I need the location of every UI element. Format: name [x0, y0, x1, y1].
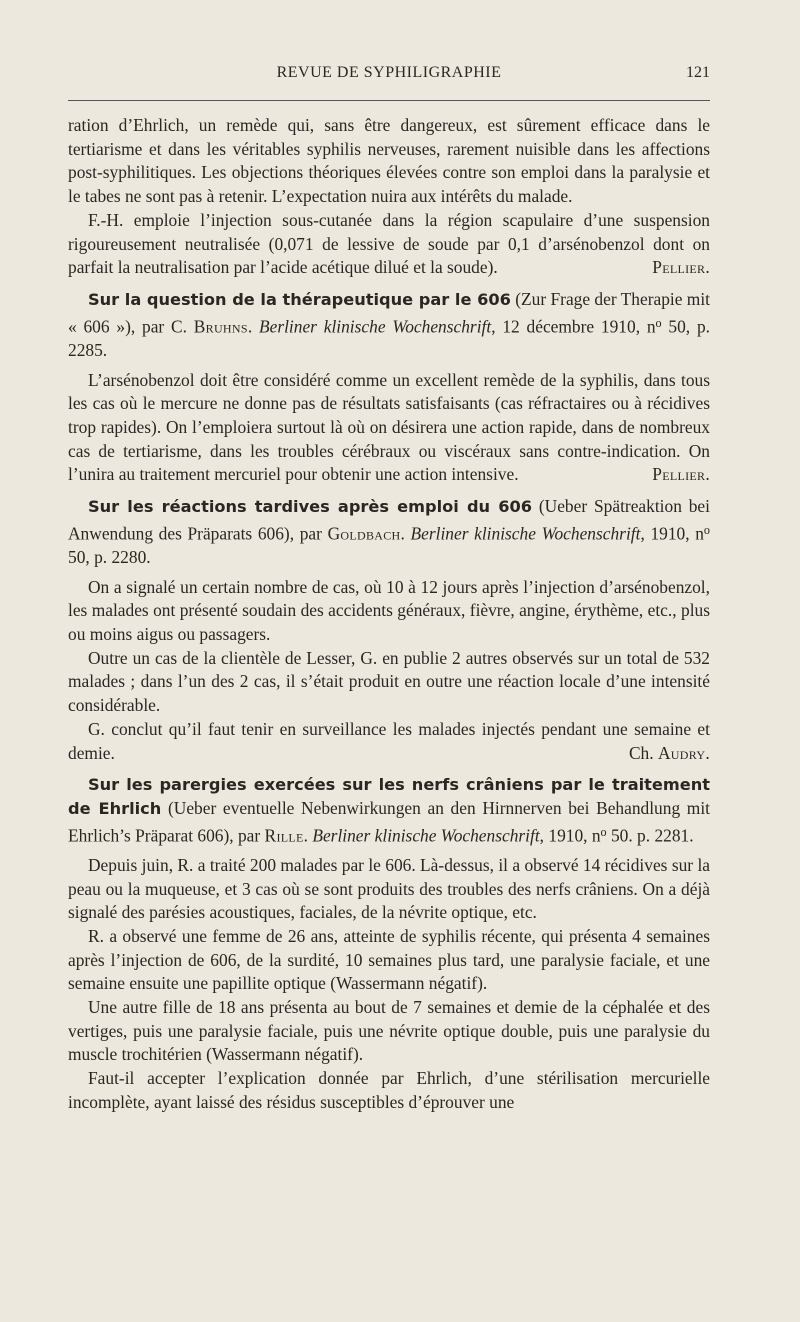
paragraph-text: Une autre fille de 18 ans présenta au bout de 7 semaines et demie de la céphalée et des vertiges, puis une paralysie faciale, puis une névrite optique double, puis une paralysie du muscle trochitérien (Wassermann négatif).: [68, 997, 710, 1065]
header-rule: [68, 100, 710, 101]
running-header: [68, 62, 710, 86]
paragraph: [68, 718, 710, 765]
reference-text: 50. p. 2281.: [606, 825, 694, 846]
reference-text: (Ueber Spätreaktion bei Anwendung des Präparats 606), par: [68, 496, 710, 544]
superscript: o: [655, 315, 662, 330]
paragraph: [68, 1067, 710, 1114]
article-heading: [68, 495, 710, 570]
paragraph: [68, 996, 710, 1067]
journal-name: Berliner klinische Wochenschrift: [410, 523, 641, 544]
reference-text: (Ueber eventuelle Nebenwirkungen an den Hirnnerven bei Behandlung mit Ehrlich’s Präparat 606), par: [68, 797, 710, 846]
article-title: Sur la question de la thérapeutique par le 606: [88, 289, 511, 309]
paragraph: [68, 114, 710, 209]
paragraph: [68, 647, 710, 718]
author-name: Bruhns: [193, 316, 248, 337]
article-title: Sur les parergies exercées sur les nerfs crâniens par le traitement de Ehrlich: [68, 775, 710, 818]
reference-text: , 1910, n: [640, 523, 704, 544]
reference-text: .: [303, 825, 313, 846]
paragraph: [68, 854, 710, 925]
paragraph-text: Outre un cas de la clientèle de Lesser, G. en publie 2 autres observés sur un total de 532 malades ; dans l’un des 2 cas, il s’était produit en outre une réaction locale d’une intensité considérable.: [68, 647, 710, 716]
reference-text: (Zur Frage der Therapie mit « 606 »), par C.: [68, 288, 711, 337]
paragraph-text: R. a observé une femme de 26 ans, atteinte de syphilis récente, qui présenta 4 semaines après l’injection de 606, de la surdité, 10 semaines plus tard, une paralysie faciale, et une semaine ensuite une papillite optique (Wassermann négatif).: [68, 925, 710, 994]
paragraph: [68, 576, 710, 647]
reference-text: .: [400, 523, 411, 544]
page-number: 121: [686, 64, 710, 81]
signature-name: Audry.: [657, 742, 710, 763]
reference-text: 50, p. 2280.: [68, 546, 151, 567]
paragraph-text: L’arsénobenzol doit être considéré comme un excellent remède de la syphilis, dans tous les cas où le mercure ne donne pas de résultats satisfaisants (cas réfractaires ou à récidives trop rapides). On l’emploiera surtout là où on désirera une action rapide, dans de nombreux cas de tertiarisme, dans les troubles cérébraux ou viscéraux sans contre-indication. On l’unira au traitement mercuriel pour obtenir une action intensive.: [68, 369, 710, 485]
signature: Pellier.: [652, 464, 710, 485]
paragraph-text: Faut-il accepter l’explication donnée par Ehrlich, d’une stérilisation mercurielle incomplète, ayant laissé des résidus susceptibles d’éprouver une: [68, 1068, 710, 1112]
author-name: Goldbach: [327, 523, 401, 544]
paragraph: [68, 925, 710, 996]
article-heading: [68, 773, 710, 848]
superscript: o: [703, 522, 710, 537]
paragraph-text: F.-H. emploie l’injection sous-cutanée dans la région scapulaire d’une suspension rigoureusement neutralisée (0,071 de lessive de soude par 0,1 d’arsénobenzol dont on parfait la neutralisation par l’acide acétique dilué et la soude).: [68, 209, 710, 278]
reference-text: 50, p. 2285.: [68, 316, 710, 360]
paragraph-text: ration d’Ehrlich, un remède qui, sans être dangereux, est sûrement efficace dans le tertiarisme et dans les véritables syphilis nerveuses, rarement nuisible dans les affections post-syphilitiques. Les objections théoriques élevées contre son emploi dans la paralysie et le tabes ne sont pas à retenir. L’expectation nuira aux intérêts du malade.: [68, 115, 710, 207]
reference-text: , 1910, n: [539, 825, 601, 846]
paragraph-text: On a signalé un certain nombre de cas, où 10 à 12 jours après l’injection d’arsénobenzol, les malades ont présenté soudain des accidents généraux, fièvre, angine, érythème, etc., plus ou moins aigus ou passagers.: [68, 576, 710, 644]
signature: Pellier.: [652, 257, 710, 278]
superscript: o: [600, 824, 607, 839]
signature-prefix: Ch.: [628, 742, 658, 763]
reference-text: .: [247, 316, 259, 337]
journal-name: Berliner klinische Wochenschrift: [312, 825, 540, 846]
signature: [609, 742, 710, 766]
reference-text: , 12 décembre 1910, n: [491, 316, 656, 337]
author-name: Rille: [264, 825, 304, 846]
paragraph: [68, 369, 710, 488]
running-title: REVUE DE SYPHILIGRAPHIE: [276, 64, 502, 81]
article-title: Sur les réactions tardives après emploi du 606: [88, 497, 532, 517]
article-heading: [68, 288, 710, 363]
paragraph-text: G. conclut qu’il faut tenir en surveillance les malades injectés pendant une semaine et demie.: [68, 718, 710, 763]
paragraph: [68, 209, 710, 280]
paragraph-text: Depuis juin, R. a traité 200 malades par le 606. Là-dessus, il a observé 14 récidives sur la peau ou la muqueuse, et 3 cas où se sont produits des troubles des nerfs crâniens. On a déjà signalé des parésies acoustiques, faciales, de la névrite optique, etc.: [68, 854, 710, 923]
body-text: [68, 114, 710, 1115]
journal-name: Berliner klinische Wochenschrift: [258, 316, 492, 337]
